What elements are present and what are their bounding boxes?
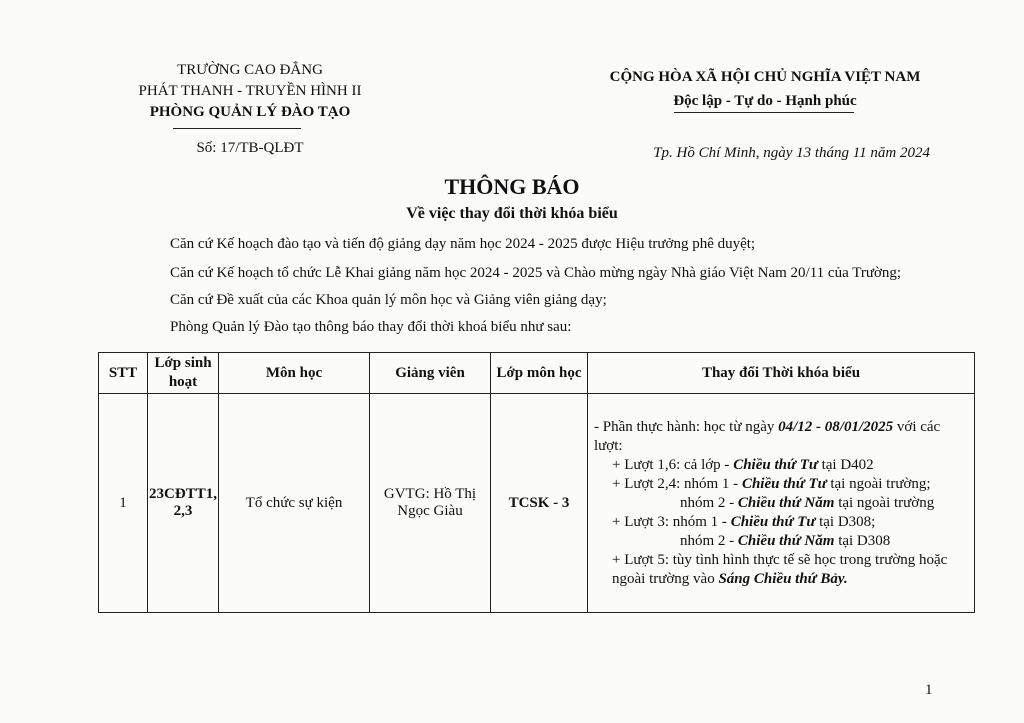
paragraph-1: Căn cứ Kế hoạch đào tạo và tiến độ giảng dạy năm học 2024 - 2025 được Hiệu trưởng phê duyệt; <box>170 236 756 252</box>
school-name-line1: TRƯỜNG CAO ĐẲNG <box>177 62 323 78</box>
department-name: PHÒNG QUẢN LÝ ĐÀO TẠO <box>149 104 351 120</box>
cell-lop-mon-hoc: TCSK - 3 <box>491 394 588 613</box>
header-right-divider <box>674 112 854 113</box>
document-subtitle: Về việc thay đổi thời khóa biểu <box>406 205 618 222</box>
cell-mon-hoc: Tổ chức sự kiện <box>219 394 370 613</box>
header-lop-mon-hoc: Lớp môn học <box>491 353 588 394</box>
document-date: Tp. Hồ Chí Minh, ngày 13 tháng 11 năm 2024 <box>653 145 930 161</box>
school-name-line2: PHÁT THANH - TRUYỀN HÌNH II <box>138 83 362 99</box>
paragraph-2: Căn cứ Kế hoạch tổ chức Lễ Khai giảng năm học 2024 - 2025 và Chào mừng ngày Nhà giáo Việt Nam 20/11 của Trường; <box>170 265 902 281</box>
change-luot-3-group2: nhóm 2 - Chiều thứ Năm tại D308 <box>680 532 891 549</box>
document-title: THÔNG BÁO <box>444 174 580 199</box>
cell-giang-vien: GVTG: Hồ Thị Ngọc Giàu <box>370 394 491 613</box>
cell-lop-sinh-hoat: 23CĐTT1, 2,3 <box>148 394 219 613</box>
header-lop-sinh-hoat: Lớp sinh hoạt <box>148 353 219 394</box>
header-giang-vien: Giảng viên <box>370 353 491 394</box>
document-number: Số: 17/TB-QLĐT <box>196 140 304 156</box>
page-number: 1 <box>925 682 933 698</box>
header-stt: STT <box>99 353 148 394</box>
cell-thay-doi <box>588 394 975 613</box>
school-header <box>100 60 400 123</box>
schedule-table <box>98 352 975 613</box>
header-left-divider <box>173 128 301 129</box>
table-row <box>99 394 975 613</box>
change-luot-2-4-group2: nhóm 2 - Chiều thứ Năm tại ngoài trường <box>680 494 935 511</box>
paragraph-3: Căn cứ Đề xuất của các Khoa quản lý môn học và Giảng viên giảng dạy; <box>170 292 607 308</box>
change-luot-5: + Lượt 5: tùy tình hình thực tế sẽ học trong trường hoặc ngoài trường vào Sáng Chiều thứ Bảy. <box>612 551 948 587</box>
national-motto: Độc lập - Tự do - Hạnh phúc <box>673 93 857 109</box>
header-thay-doi: Thay đổi Thời khóa biểu <box>588 353 975 394</box>
paragraph-4: Phòng Quản lý Đào tạo thông báo thay đổi thời khoá biểu như sau: <box>170 319 572 335</box>
change-luot-2-4-group1: + Lượt 2,4: nhóm 1 - Chiều thứ Tư tại ngoài trường; <box>612 475 931 492</box>
cell-stt: 1 <box>99 394 148 613</box>
change-intro: - Phần thực hành: học từ ngày 04/12 - 08/01/2025 với các lượt: <box>594 418 941 454</box>
national-header <box>590 65 940 113</box>
header-mon-hoc: Môn học <box>219 353 370 394</box>
change-luot-3-group1: + Lượt 3: nhóm 1 - Chiều thứ Tư tại D308; <box>612 513 876 530</box>
table-header-row <box>99 353 975 394</box>
change-luot-1-6: + Lượt 1,6: cả lớp - Chiều thứ Tư tại D402 <box>612 456 874 473</box>
national-title: CỘNG HÒA XÃ HỘI CHỦ NGHĨA VIỆT NAM <box>609 69 921 85</box>
